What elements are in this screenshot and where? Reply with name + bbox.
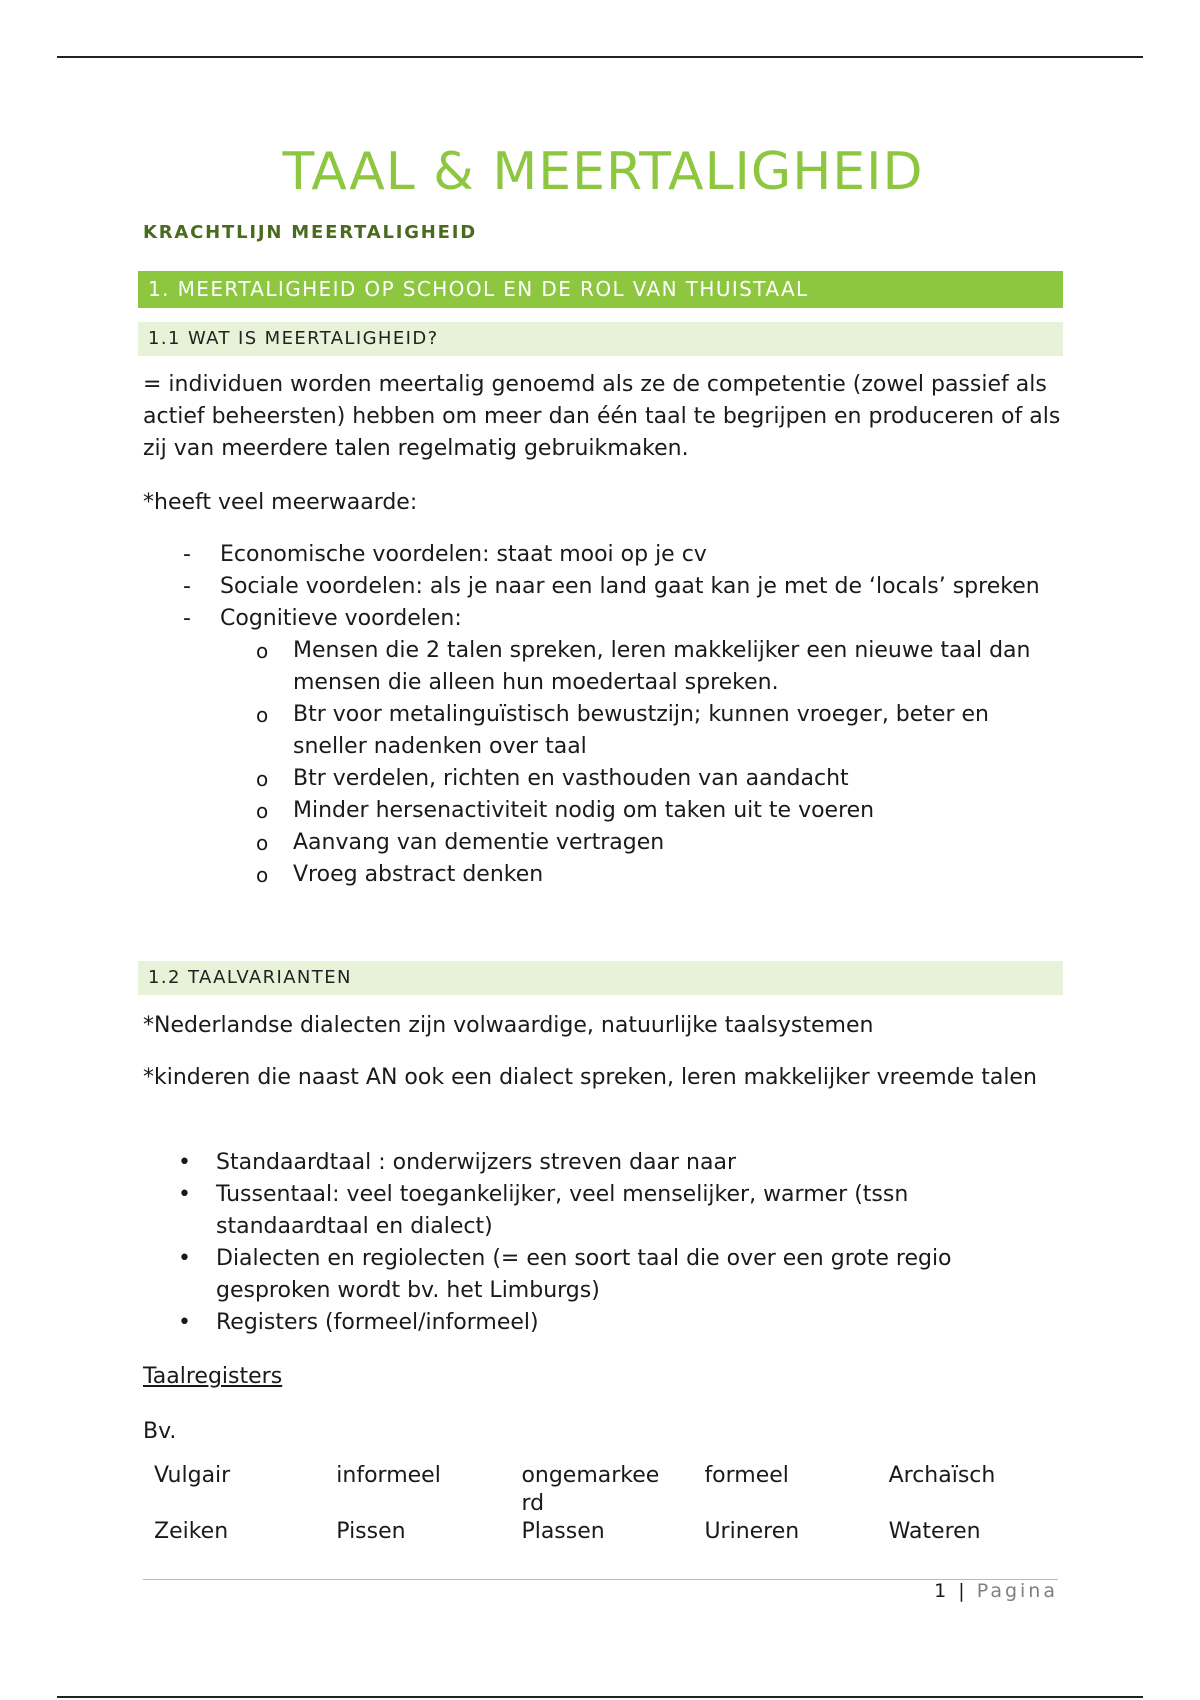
sub-list-item — [143, 699, 1063, 763]
circle-marker: o — [256, 799, 269, 823]
sub-list-item — [143, 859, 1063, 891]
registers-label-text: Taalregisters — [143, 1364, 283, 1389]
table-cell: Plassen — [521, 1519, 605, 1544]
list-item-text: Registers (formeel/informeel) — [216, 1310, 539, 1335]
list-item-text: Tussentaal: veel toegankelijker, veel menselijker, warmer (tssn standaardtaal en dialect) — [216, 1182, 909, 1239]
advantages-intro: *heeft veel meerwaarde: — [143, 490, 418, 515]
sub-list-item — [143, 795, 1063, 827]
list-item — [143, 539, 1063, 571]
table-cell: Urineren — [704, 1519, 800, 1544]
definition-paragraph: = individuen worden meertalig genoemd als ze de competentie (zowel passief als actief beheersten) hebben om meer dan één taal te begrijpen en produceren of als zij van meerdere talen regelmatig gebruikmaken. — [143, 372, 1061, 461]
list-item — [143, 603, 1063, 891]
list-item-text: Economische voordelen: staat mooi op je cv — [220, 542, 707, 567]
sub-list-item-text: Btr verdelen, richten en vasthouden van aandacht — [293, 766, 849, 791]
sub-list-item — [143, 635, 1063, 699]
table-cell: Vulgair — [154, 1463, 231, 1488]
document-subtitle: KRACHTLIJN MEERTALIGHEID — [143, 222, 477, 243]
sub-list-item-text: Btr voor metalinguïstisch bewustzijn; kunnen vroeger, beter en sneller nadenken over taal — [293, 702, 989, 759]
section-heading-1-1: 1.1 WAT IS MEERTALIGHEID? — [138, 322, 1063, 356]
page-number: 1 — [934, 1580, 950, 1602]
document-title: TAAL & MEERTALIGHEID — [282, 142, 924, 202]
sub-list-item-text: Minder hersenactiviteit nodig om taken uit te voeren — [293, 798, 875, 823]
list-item — [143, 1179, 1043, 1243]
table-cell: Wateren — [888, 1519, 981, 1544]
table-cell: Pissen — [336, 1519, 406, 1544]
table-cell: Zeiken — [154, 1519, 229, 1544]
circle-marker: o — [256, 639, 269, 663]
table-cell: informeel — [336, 1463, 441, 1488]
bullet-marker: • — [178, 1246, 191, 1271]
sub-list-item — [143, 763, 1063, 795]
bullet-marker: • — [178, 1150, 191, 1175]
list-item-text: Dialecten en regiolecten (= een soort taal die over een grote regio gesproken wordt bv. het Limburgs) — [216, 1246, 952, 1303]
sub-list-item — [143, 827, 1063, 859]
section-heading-1-2: 1.2 TAALVARIANTEN — [138, 961, 1063, 995]
dash-marker: - — [183, 606, 191, 631]
list-item-text: Cognitieve voordelen: — [220, 606, 462, 631]
example-label: Bv. — [143, 1419, 177, 1444]
list-item-text: Standaardtaal : onderwijzers streven daar naar — [216, 1150, 737, 1175]
dialects-paragraph: *Nederlandse dialecten zijn volwaardige, natuurlijke taalsystemen — [143, 1013, 874, 1038]
table-cell: formeel — [704, 1463, 789, 1488]
circle-marker: o — [256, 831, 269, 855]
list-item — [143, 1147, 1043, 1179]
page-footer — [934, 1580, 1058, 1602]
bullet-marker: • — [178, 1182, 191, 1207]
table-cell: Archaïsch — [888, 1463, 996, 1488]
cognitive-advantages-list — [220, 635, 1063, 891]
sub-list-item-text: Vroeg abstract denken — [293, 862, 544, 887]
table-row — [143, 1462, 1063, 1518]
sub-list-item-text: Aanvang van dementie vertragen — [293, 830, 665, 855]
table-row — [143, 1518, 1063, 1546]
registers-table — [143, 1462, 1063, 1546]
top-rule — [57, 56, 1143, 58]
advantages-list — [143, 539, 1063, 891]
bullet-marker: • — [178, 1310, 191, 1335]
bottom-rule — [57, 1696, 1143, 1698]
dash-marker: - — [183, 542, 191, 567]
language-variants-list — [143, 1147, 1043, 1339]
list-item — [143, 571, 1063, 603]
page-label: Pagina — [976, 1580, 1058, 1602]
list-item-text: Sociale voordelen: als je naar een land gaat kan je met de ‘locals’ spreken — [220, 574, 1040, 599]
table-cell — [510, 1462, 693, 1518]
dash-marker: - — [183, 574, 191, 599]
sub-list-item-text: Mensen die 2 talen spreken, leren makkelijker een nieuwe taal dan mensen die alleen hun moedertaal spreken. — [293, 638, 1031, 695]
section-heading-1: 1. MEERTALIGHEID OP SCHOOL EN DE ROL VAN THUISTAAL — [138, 271, 1063, 308]
circle-marker: o — [256, 863, 269, 887]
children-dialect-paragraph: *kinderen die naast AN ook een dialect spreken, leren makkelijker vreemde talen — [143, 1065, 1037, 1090]
list-item — [143, 1307, 1043, 1339]
list-item — [143, 1243, 1043, 1307]
footer-separator: | — [958, 1580, 968, 1602]
circle-marker: o — [256, 767, 269, 791]
footer-rule — [143, 1579, 1058, 1580]
circle-marker: o — [256, 703, 269, 727]
registers-label — [143, 1361, 1063, 1393]
table-cell-text: ongemarkeerd — [521, 1463, 660, 1516]
